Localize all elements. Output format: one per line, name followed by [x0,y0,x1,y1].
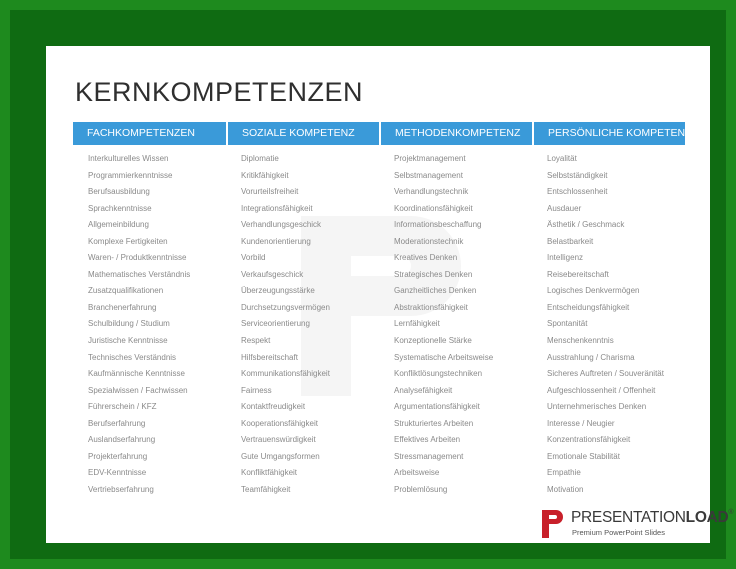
picture-frame [10,10,734,559]
list-item: Durchsetzungsvermögen [241,302,330,312]
list-item: Schulbildung / Studium [88,319,170,329]
list-item: Ausdauer [547,203,582,213]
list-item: Diplomatie [241,154,279,163]
list-item: Allgemeinbildung [88,220,149,230]
list-item: Problemlösung [394,484,448,494]
column-2 [226,122,379,498]
column-items [532,145,685,498]
slide [46,46,734,543]
competence-table [73,122,692,498]
presentationload-logo [541,508,734,542]
list-item: Kritikfähigkeit [241,170,289,180]
list-item: Vertrauenswürdigkeit [241,435,316,445]
list-item: Strategisches Denken [394,269,473,279]
list-item: Argumentationsfähigkeit [394,402,480,412]
slide-title: KERNKOMPETENZEN [75,77,364,107]
list-item: Interkulturelles Wissen [88,154,169,163]
column-items [73,145,226,498]
column-header: FACHKOMPETENZEN [73,122,226,145]
list-item: Spezialwissen / Fachwissen [88,385,188,395]
list-item: Motivation [547,484,584,494]
list-item: Menschenkenntnis [547,336,614,346]
column-header: METHODENKOMPETENZ [379,122,532,145]
list-item: Effektives Arbeiten [394,435,461,445]
list-item: Selbstmanagement [394,170,463,180]
list-item: Teamfähigkeit [241,484,291,494]
list-item: Analysefähigkeit [394,385,453,395]
list-item: Strukturiertes Arbeiten [394,418,474,428]
list-item: Stressmanagement [394,451,464,461]
list-item: Kontaktfreudigkeit [241,402,306,412]
list-item: Vorbild [241,253,266,263]
list-item: Moderationstechnik [394,236,464,246]
column-header: SOZIALE KOMPETENZ [226,122,379,145]
list-item: Fairness [241,385,272,395]
list-item: Konzeptionelle Stärke [394,336,472,346]
column-items [379,145,532,498]
list-item: Kommunikationsfähigkeit [241,369,330,379]
list-item: Serviceorientierung [241,319,310,329]
list-item: Zusatzqualifikationen [88,286,164,296]
list-item: Juristische Kenntnisse [88,336,168,346]
list-item: Loyalität [547,154,577,163]
logo-registered-mark: ® [728,509,734,516]
list-item: Komplexe Fertigkeiten [88,236,168,246]
list-item: Kaufmännische Kenntnisse [88,369,185,379]
list-item: Mathematisches Verständnis [88,269,191,279]
list-item: Koordinationsfähigkeit [394,203,473,213]
list-item: Sprachkenntnisse [88,203,152,213]
list-item: Respekt [241,336,271,346]
logo-tagline: Premium PowerPoint Slides [572,528,665,537]
list-item: Integrationsfähigkeit [241,203,313,213]
list-item: Hilfsbereitschaft [241,352,298,362]
list-item: Vertriebserfahrung [88,484,154,494]
list-item: Waren- / Produktkenntnisse [88,253,187,263]
list-item: Konfliktfähigkeit [241,468,298,478]
list-item: Branchenerfahrung [88,302,157,312]
list-item: Unternehmerisches Denken [547,402,647,412]
column-1 [73,122,226,498]
list-item: Technisches Verständnis [88,352,177,362]
list-item: Abstraktionsfähigkeit [394,302,468,312]
list-item: Lernfähigkeit [394,319,440,329]
list-item: Führerschein / KFZ [88,402,157,412]
logo-name-bold: LOAD [685,509,729,526]
list-item: Intelligenz [547,253,584,263]
list-item: Verhandlungstechnik [394,187,469,197]
list-item: Berufserfahrung [88,418,146,428]
list-item: Entscheidungsfähigkeit [547,302,630,312]
list-item: Berufsausbildung [88,187,150,197]
list-item: Systematische Arbeitsweise [394,352,494,362]
list-item: Gute Umgangsformen [241,451,320,461]
list-item: Logisches Denkvermögen [547,286,640,296]
list-item: Auslandserfahrung [88,435,156,445]
list-item: Kundenorientierung [241,236,311,246]
column-4 [532,122,692,498]
column-items [226,145,379,498]
list-item: Kreatives Denken [394,253,458,263]
list-item: Vorurteilsfreiheit [241,187,299,197]
list-item: Verkaufsgeschick [241,269,304,279]
list-item: Kooperationsfähigkeit [241,418,318,428]
list-item: Ästhetik / Geschmack [547,220,625,230]
list-item: Belastbarkeit [547,236,594,246]
list-item: EDV-Kenntnisse [88,468,147,478]
presentationload-logo-icon [541,509,563,539]
list-item: Sicheres Auftreten / Souveränität [547,369,664,379]
list-item: Selbstständigkeit [547,170,608,180]
logo-wordmark [571,509,733,527]
list-item: Projekterfahrung [88,451,148,461]
list-item: Überzeugungsstärke [241,286,315,296]
list-item: Verhandlungsgeschick [241,220,322,230]
list-item: Empathie [547,468,581,478]
list-item: Konzentrationsfähigkeit [547,435,631,445]
list-item: Arbeitsweise [394,468,440,478]
logo-name-light: PRESENTATION [571,509,686,526]
list-item: Konfliktlösungstechniken [394,369,483,379]
list-item: Spontanität [547,319,588,329]
list-item: Emotionale Stabilität [547,451,620,461]
list-item: Ganzheitliches Denken [394,286,477,296]
column-3 [379,122,532,498]
list-item: Ausstrahlung / Charisma [547,352,635,362]
list-item: Projektmanagement [394,154,466,163]
list-item: Programmierkenntnisse [88,170,173,180]
list-item: Entschlossenheit [547,187,608,197]
list-item: Informationsbeschaffung [394,220,482,230]
list-item: Interesse / Neugier [547,418,615,428]
column-header: PERSÖNLICHE KOMPETENZ [532,122,685,145]
list-item: Reisebereitschaft [547,269,609,279]
list-item: Aufgeschlossenheit / Offenheit [547,385,656,395]
